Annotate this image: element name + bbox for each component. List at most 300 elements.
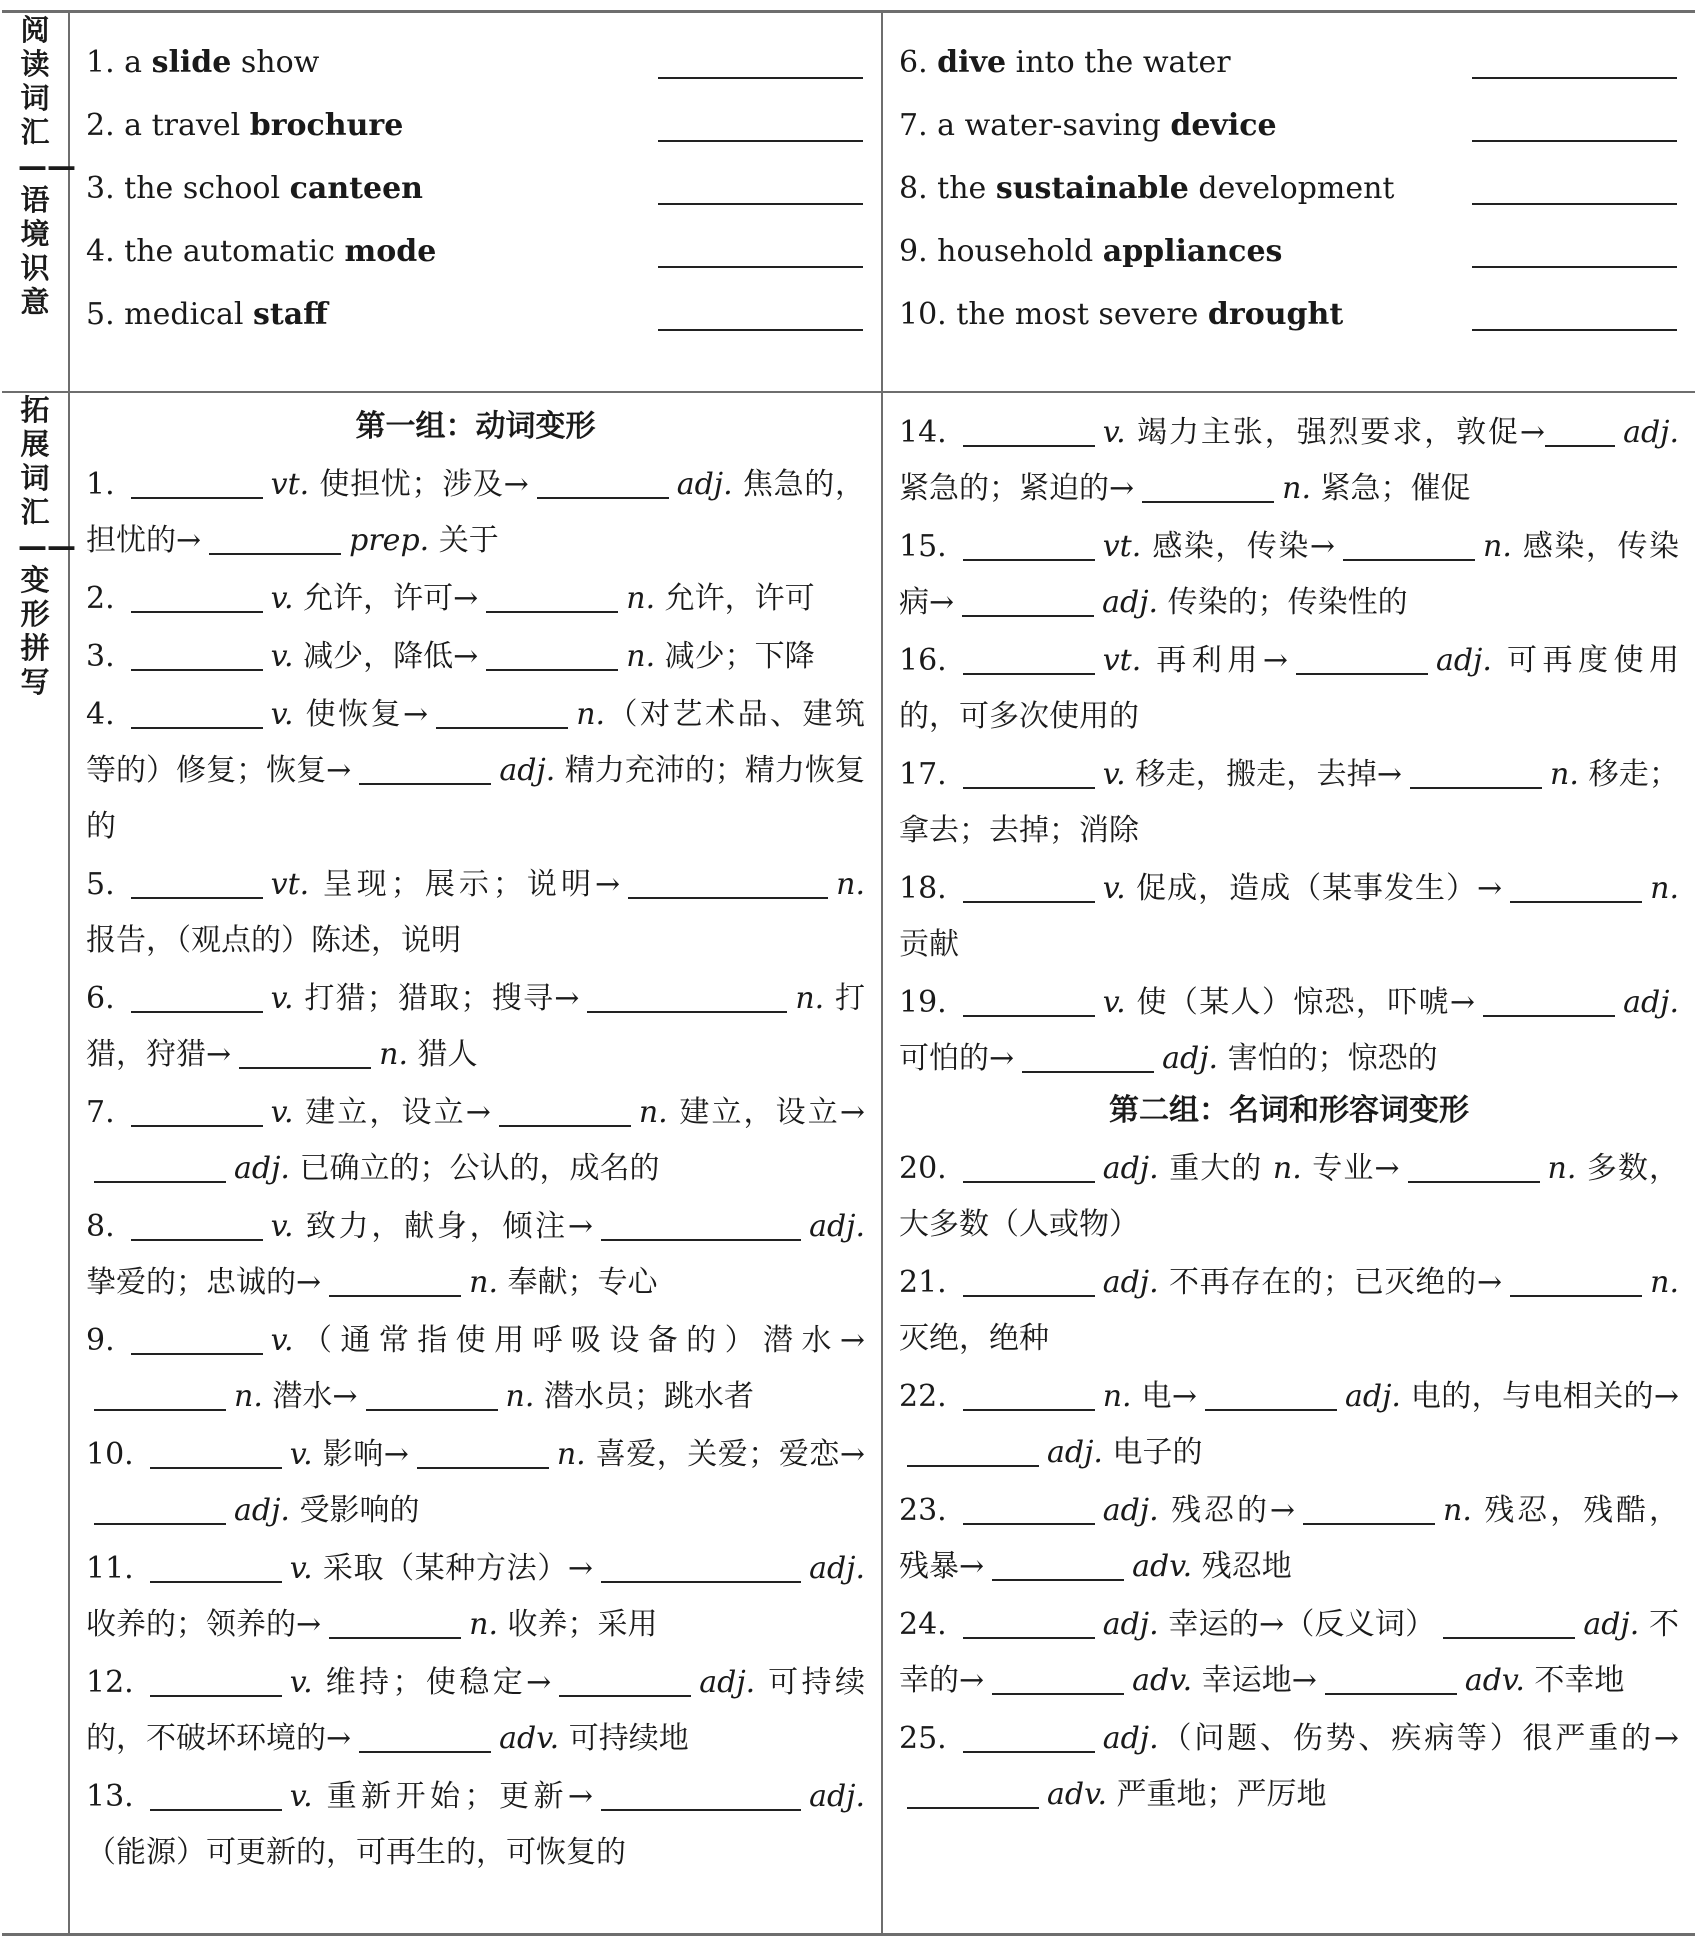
part-of-speech: vt. [1102, 643, 1142, 678]
answer-blank[interactable] [1443, 1607, 1575, 1639]
list-item [899, 1711, 1679, 1823]
reading-section-label-cell [2, 12, 76, 393]
list-item [899, 1141, 1679, 1253]
part-of-speech: adv. [1047, 1777, 1108, 1812]
definition-text: 电的，与电相关的→ [1400, 1379, 1679, 1414]
answer-blank[interactable] [907, 1777, 1039, 1809]
part-of-speech: adj. [809, 1551, 865, 1586]
part-of-speech: adj. [1047, 1435, 1103, 1470]
extension-section-label-cell [2, 392, 76, 1935]
definition-text: 感染，传染病→ [899, 529, 1679, 620]
list-item [899, 1369, 1679, 1481]
extension-section-label: 拓展词汇——变形拼写 [18, 393, 76, 699]
vocabulary-table [2, 10, 1695, 1936]
target-word: sustainable [995, 171, 1189, 206]
phrase-text: the [937, 171, 996, 206]
item-number: 19. [899, 985, 947, 1020]
answer-blank[interactable] [131, 639, 263, 671]
list-item [86, 1085, 865, 1197]
part-of-speech: adv. [1132, 1549, 1193, 1584]
part-of-speech: v. [1102, 757, 1126, 792]
answer-blank[interactable] [131, 1209, 263, 1241]
answer-blank[interactable] [1472, 140, 1677, 142]
part-of-speech: n. [469, 1265, 498, 1300]
part-of-speech: v. [270, 1323, 294, 1358]
definition-text: 移走；拿去；去掉；消除 [899, 757, 1679, 848]
definition-text: 受影响的 [289, 1493, 420, 1528]
definition-text: 不再存在的；已灭绝的→ [1158, 1265, 1503, 1300]
item-number: 7. [899, 108, 928, 143]
part-of-speech: v. [289, 1551, 313, 1586]
reading-item [86, 169, 863, 232]
part-of-speech: v. [270, 981, 294, 1016]
definition-text: 灭绝，绝种 [899, 1321, 1049, 1356]
definition-text: （能源）可更新的，可再生的，可恢复的 [86, 1835, 626, 1870]
item-number: 3. [86, 639, 115, 674]
part-of-speech: n. [1550, 757, 1579, 792]
answer-blank[interactable] [992, 1549, 1124, 1581]
definition-text: 害怕的；惊恐的 [1218, 1041, 1438, 1076]
part-of-speech: n. [234, 1379, 263, 1414]
part-of-speech: adv. [1132, 1663, 1193, 1698]
part-of-speech: vt. [270, 867, 310, 902]
answer-blank[interactable] [628, 867, 828, 899]
part-of-speech: v. [289, 1437, 313, 1472]
item-number: 6. [899, 45, 928, 80]
reading-item [86, 106, 863, 169]
part-of-speech: adj. [1102, 1493, 1159, 1528]
answer-blank[interactable] [1205, 1379, 1337, 1411]
part-of-speech: adj. [234, 1151, 290, 1186]
answer-blank[interactable] [131, 1323, 263, 1355]
part-of-speech: v. [270, 697, 294, 732]
part-of-speech: adj. [1345, 1379, 1401, 1414]
definition-text: 可怕的→ [899, 1041, 1015, 1076]
definition-text: 打猎；猎取；搜寻→ [293, 981, 580, 1016]
part-of-speech: adv. [499, 1721, 560, 1756]
reading-item [899, 43, 1677, 106]
part-of-speech: adj. [1623, 415, 1679, 450]
list-item [86, 857, 865, 969]
item-number: 10. [899, 297, 947, 332]
target-word: brochure [249, 108, 404, 143]
definition-text: 建立，设立→ [667, 1095, 865, 1130]
answer-blank[interactable] [239, 1037, 371, 1069]
phrase-text: the school [124, 171, 290, 206]
reading-item [899, 106, 1677, 169]
part-of-speech: vt. [270, 467, 310, 502]
part-of-speech: vt. [1102, 529, 1142, 564]
list-item [86, 1541, 865, 1653]
definition-text: 潜水→ [262, 1379, 358, 1414]
definition-text: 再利用→ [1141, 643, 1288, 678]
answer-blank[interactable] [992, 1663, 1124, 1695]
list-item [86, 1427, 865, 1539]
part-of-speech: v. [270, 581, 294, 616]
definition-text: 紧急；催促 [1311, 471, 1471, 506]
reading-section-label: 阅读词汇——语境识意 [18, 13, 76, 319]
definition-text: 幸运的→（反义词） [1158, 1607, 1436, 1642]
definition-text: 残忍的→ [1158, 1493, 1296, 1528]
part-of-speech: adv. [1464, 1663, 1525, 1698]
definition-text: 电子的 [1102, 1435, 1203, 1470]
definition-text: 多数，大多数（人或物） [899, 1151, 1679, 1242]
list-item [899, 633, 1679, 745]
definition-text: （通常指使用呼吸设备的）潜水→ [293, 1323, 865, 1358]
answer-blank[interactable] [963, 871, 1095, 903]
part-of-speech: n. [626, 581, 656, 616]
definition-text: 重大的 [1158, 1151, 1273, 1186]
answer-blank[interactable] [359, 1721, 491, 1753]
target-word: staff [253, 297, 328, 332]
phrase-text: a [124, 45, 152, 80]
part-of-speech: prep. [349, 523, 430, 558]
target-word: dive [937, 45, 1007, 80]
item-number: 14. [899, 415, 947, 450]
definition-text: 可再度使用的，可多次使用的 [899, 643, 1679, 734]
reading-item [86, 232, 863, 295]
answer-blank[interactable] [601, 1209, 801, 1241]
answer-blank[interactable] [962, 585, 1094, 617]
item-number: 15. [899, 529, 947, 564]
item-number: 1. [86, 467, 115, 502]
definition-text: 影响→ [312, 1437, 409, 1472]
definition-text: 传染的；传染性的 [1158, 585, 1408, 620]
answer-blank[interactable] [1022, 1041, 1154, 1073]
answer-blank[interactable] [963, 415, 1095, 447]
answer-blank[interactable] [94, 1493, 226, 1525]
part-of-speech: v. [270, 1209, 294, 1244]
definition-text: 打猎，狩猎→ [86, 981, 865, 1072]
definition-text: 已确立的；公认的，成名的 [289, 1151, 660, 1186]
answer-blank[interactable] [329, 1607, 461, 1639]
item-number: 8. [899, 171, 928, 206]
list-item [899, 861, 1679, 973]
reading-row [2, 12, 1695, 393]
part-of-speech: n. [469, 1607, 498, 1642]
answer-blank[interactable] [587, 981, 787, 1013]
definition-text: 专业→ [1301, 1151, 1400, 1186]
answer-blank[interactable] [1510, 1265, 1642, 1297]
item-number: 23. [899, 1493, 947, 1528]
answer-blank[interactable] [150, 1551, 282, 1583]
answer-blank[interactable] [1510, 871, 1642, 903]
part-of-speech: n. [1282, 471, 1311, 506]
answer-blank[interactable] [963, 1607, 1095, 1639]
part-of-speech: n. [505, 1379, 535, 1414]
answer-blank[interactable] [658, 203, 863, 205]
target-word: device [1170, 108, 1277, 143]
part-of-speech: n. [1102, 1379, 1132, 1414]
answer-blank[interactable] [131, 467, 263, 499]
part-of-speech: n. [556, 1437, 586, 1472]
part-of-speech: adj. [1102, 1721, 1159, 1756]
definition-text: 挚爱的；忠诚的→ [86, 1265, 322, 1300]
answer-blank[interactable] [499, 1095, 631, 1127]
item-number: 24. [899, 1607, 947, 1642]
item-number: 20. [899, 1151, 947, 1186]
answer-blank[interactable] [658, 140, 863, 142]
definition-text: 潜水员；跳水者 [534, 1379, 754, 1414]
answer-blank[interactable] [366, 1379, 498, 1411]
item-number: 2. [86, 581, 115, 616]
list-item [899, 405, 1679, 517]
definition-text: 喜爱，关爱；爱恋→ [585, 1437, 865, 1472]
list-item [899, 1255, 1679, 1367]
definition-text: （对艺术品、建筑等的）修复；恢复→ [86, 697, 865, 788]
item-number: 1. [86, 45, 115, 80]
phrase-text: household [937, 234, 1103, 269]
definition-text: 竭力主张，强烈要求，敦促→ [1125, 415, 1546, 450]
item-number: 3. [86, 171, 115, 206]
item-number: 16. [899, 643, 947, 678]
part-of-speech: adj. [234, 1493, 290, 1528]
definition-text: 猎人 [408, 1037, 478, 1072]
definition-text: 重新开始；更新→ [312, 1779, 594, 1814]
group-heading-nouns-adjectives: 第二组：名词和形容词变形 [1109, 1093, 1469, 1128]
answer-blank[interactable] [209, 523, 341, 555]
part-of-speech: adj. [499, 753, 556, 788]
extension-right-cell [882, 392, 1695, 1935]
list-item [899, 519, 1679, 631]
part-of-speech: adj. [1102, 1151, 1159, 1186]
part-of-speech: v. [270, 1095, 294, 1130]
definition-text: 建立，设立→ [293, 1095, 491, 1130]
part-of-speech: v. [289, 1665, 313, 1700]
list-item [899, 975, 1679, 1087]
target-word: mode [344, 234, 437, 269]
item-number: 5. [86, 297, 115, 332]
part-of-speech: n. [836, 867, 865, 902]
answer-blank[interactable] [150, 1779, 282, 1811]
answer-blank[interactable] [1142, 471, 1274, 503]
definition-text: 使（某人）惊恐，吓唬→ [1125, 985, 1476, 1020]
answer-blank[interactable] [1303, 1493, 1435, 1525]
definition-text: 不幸地 [1524, 1663, 1625, 1698]
part-of-speech: n. [379, 1037, 408, 1072]
answer-blank[interactable] [486, 639, 618, 671]
part-of-speech: adj. [699, 1665, 756, 1700]
list-item [86, 1199, 865, 1311]
answer-blank[interactable] [1483, 985, 1615, 1017]
answer-blank[interactable] [131, 581, 263, 613]
definition-text: 关于 [429, 523, 499, 558]
answer-blank[interactable] [963, 643, 1095, 675]
answer-blank[interactable] [94, 1379, 226, 1411]
phrase-text: development [1188, 171, 1395, 206]
answer-blank[interactable] [150, 1437, 282, 1469]
phrase-text: show [231, 45, 320, 80]
answer-blank[interactable] [963, 757, 1095, 789]
definition-text: （问题、伤势、疾病等）很严重的→ [1158, 1721, 1679, 1756]
list-item [86, 629, 865, 685]
definition-text: 致力，献身，倾注→ [293, 1209, 594, 1244]
answer-blank[interactable] [359, 753, 491, 785]
answer-blank[interactable] [963, 529, 1095, 561]
answer-blank[interactable] [963, 985, 1095, 1017]
part-of-speech: n. [638, 1095, 668, 1130]
answer-blank[interactable] [963, 1379, 1095, 1411]
part-of-speech: n. [795, 981, 825, 1016]
list-item [86, 971, 865, 1083]
phrase-text: into the water [1006, 45, 1231, 80]
answer-blank[interactable] [1472, 203, 1677, 205]
definition-text: 可持续的，不破坏环境的→ [86, 1665, 865, 1756]
part-of-speech: v. [289, 1779, 313, 1814]
part-of-speech: adj. [676, 467, 733, 502]
definition-text: 减少；下降 [655, 639, 815, 674]
part-of-speech: n. [1272, 1151, 1302, 1186]
part-of-speech: adj. [809, 1209, 865, 1244]
part-of-speech: adj. [1102, 1607, 1159, 1642]
item-number: 5. [86, 867, 115, 902]
item-number: 9. [899, 234, 928, 269]
answer-blank[interactable] [1343, 529, 1475, 561]
group-heading-verbs: 第一组：动词变形 [355, 409, 596, 444]
list-item [86, 1655, 865, 1767]
part-of-speech: v. [270, 639, 294, 674]
item-number: 6. [86, 981, 115, 1016]
item-number: 4. [86, 697, 115, 732]
list-item [899, 1597, 1679, 1709]
definition-text: 精力充沛的；精力恢复的 [86, 753, 865, 844]
answer-blank[interactable] [1296, 643, 1428, 675]
definition-text: 残忍，残酷，残暴→ [899, 1493, 1679, 1584]
part-of-speech: adj. [1102, 1265, 1159, 1300]
definition-text: 收养的；领养的→ [86, 1607, 322, 1642]
reading-right-cell [882, 12, 1695, 393]
answer-blank[interactable] [94, 1151, 226, 1183]
definition-text: 不幸的→ [899, 1607, 1679, 1698]
reading-item [899, 169, 1677, 232]
definition-text: 使恢复→ [293, 697, 429, 732]
answer-blank[interactable] [1472, 329, 1677, 331]
answer-blank[interactable] [1325, 1663, 1457, 1695]
item-number: 9. [86, 1323, 115, 1358]
target-word: canteen [289, 171, 423, 206]
item-number: 10. [86, 1437, 134, 1472]
target-word: slide [151, 45, 232, 80]
definition-text: 报告，（观点的）陈述，说明 [86, 923, 461, 958]
definition-text: 可持续地 [559, 1721, 689, 1756]
definition-text: 允许，许可→ [293, 581, 479, 616]
answer-blank[interactable] [486, 581, 618, 613]
answer-blank[interactable] [131, 867, 263, 899]
answer-blank[interactable] [658, 266, 863, 268]
answer-blank[interactable] [329, 1265, 461, 1297]
answer-blank[interactable] [131, 697, 263, 729]
definition-text: 电→ [1131, 1379, 1197, 1414]
definition-text: 收养；采用 [498, 1607, 658, 1642]
list-item [86, 687, 865, 855]
reading-item [899, 295, 1677, 358]
part-of-speech: n. [1443, 1493, 1472, 1528]
phrase-text: the automatic [124, 234, 345, 269]
item-number: 17. [899, 757, 947, 792]
part-of-speech: n. [1547, 1151, 1577, 1186]
definition-text: 奉献；专心 [498, 1265, 658, 1300]
answer-blank[interactable] [907, 1435, 1039, 1467]
definition-text: 允许，许可 [655, 581, 815, 616]
answer-blank[interactable] [1472, 77, 1677, 79]
phrase-text: medical [124, 297, 253, 332]
extension-left-cell [69, 392, 882, 1935]
definition-text: 使担忧；涉及→ [309, 467, 529, 502]
item-number: 13. [86, 1779, 134, 1814]
part-of-speech: adj. [1102, 585, 1159, 620]
answer-blank[interactable] [963, 1151, 1095, 1183]
answer-blank[interactable] [601, 1779, 801, 1811]
answer-blank[interactable] [658, 77, 863, 79]
item-number: 21. [899, 1265, 947, 1300]
list-item [86, 1769, 865, 1881]
definition-text: 促成，造成（某事发生）→ [1125, 871, 1503, 906]
part-of-speech: n. [576, 697, 606, 732]
item-number: 12. [86, 1665, 134, 1700]
part-of-speech: n. [1650, 871, 1679, 906]
answer-blank[interactable] [601, 1551, 801, 1583]
answer-blank[interactable] [559, 1665, 691, 1697]
phrase-text: a travel [124, 108, 250, 143]
part-of-speech: n. [1650, 1265, 1679, 1300]
list-item [86, 571, 865, 627]
definition-text: 维持；使稳定→ [312, 1665, 552, 1700]
part-of-speech: adj. [809, 1779, 865, 1814]
reading-item [86, 295, 863, 358]
definition-text: 减少，降低→ [293, 639, 479, 674]
definition-text: 严重地；严厉地 [1107, 1777, 1327, 1812]
definition-text: 呈现；展示；说明→ [309, 867, 621, 902]
part-of-speech: adj. [1435, 643, 1492, 678]
answer-blank[interactable] [1545, 415, 1615, 447]
reading-left-cell [69, 12, 882, 393]
answer-blank[interactable] [963, 1721, 1095, 1753]
answer-blank[interactable] [1472, 266, 1677, 268]
item-number: 22. [899, 1379, 947, 1414]
answer-blank[interactable] [131, 981, 263, 1013]
answer-blank[interactable] [963, 1265, 1095, 1297]
answer-blank[interactable] [658, 329, 863, 331]
reading-item [899, 232, 1677, 295]
extension-row [2, 392, 1695, 1935]
answer-blank[interactable] [537, 467, 669, 499]
answer-blank[interactable] [1408, 1151, 1540, 1183]
reading-item [86, 43, 863, 106]
target-word: appliances [1102, 234, 1283, 269]
part-of-speech: v. [1102, 871, 1126, 906]
definition-text: 残忍地 [1192, 1549, 1292, 1584]
answer-blank[interactable] [1410, 757, 1542, 789]
answer-blank[interactable] [131, 1095, 263, 1127]
phrase-text: a water-saving [937, 108, 1171, 143]
definition-text: 移走，搬走，去掉→ [1125, 757, 1403, 792]
item-number: 11. [86, 1551, 134, 1586]
part-of-speech: n. [1483, 529, 1512, 564]
answer-blank[interactable] [150, 1665, 282, 1697]
list-item [899, 1483, 1679, 1595]
part-of-speech: v. [1102, 415, 1126, 450]
part-of-speech: adj. [1623, 985, 1679, 1020]
definition-text: 焦急的，担忧的→ [86, 467, 865, 558]
item-number: 2. [86, 108, 115, 143]
item-number: 4. [86, 234, 115, 269]
item-number: 7. [86, 1095, 115, 1130]
answer-blank[interactable] [436, 697, 568, 729]
definition-text: 贡献 [899, 927, 959, 962]
answer-blank[interactable] [417, 1437, 549, 1469]
list-item [86, 457, 865, 569]
answer-blank[interactable] [963, 1493, 1095, 1525]
